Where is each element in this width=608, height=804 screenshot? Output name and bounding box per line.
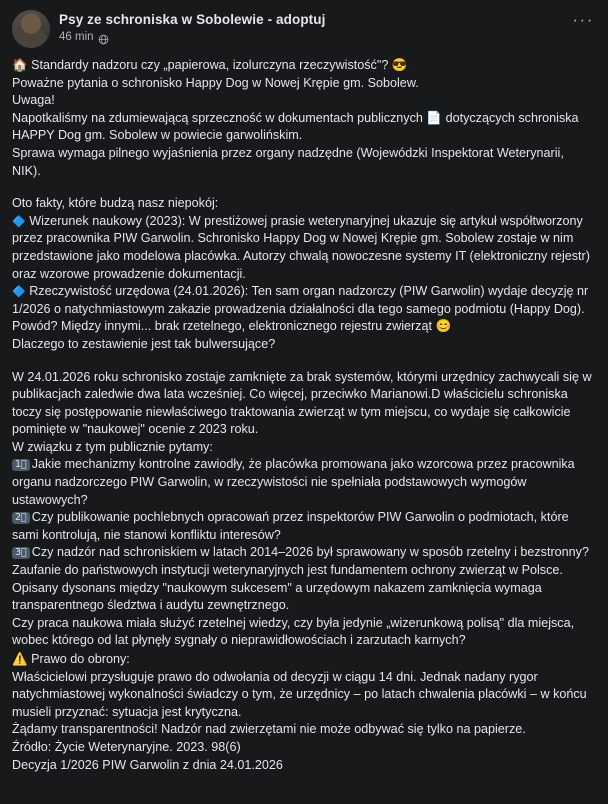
post-paragraph: Uwaga! xyxy=(12,93,55,108)
post-more-options-button[interactable]: ··· xyxy=(572,10,594,29)
number-badge-2: 2⃣ xyxy=(12,512,30,524)
number-badge-3: 3⃣ xyxy=(12,547,30,559)
post-paragraph: Dlaczego to zestawienie jest tak bulwersujące? xyxy=(12,336,276,351)
house-icon: 🏠 xyxy=(12,57,28,72)
paragraph-text: Standardy nadzoru czy „papierowa, izolurczyna rzeczywistość"? 😎 xyxy=(27,58,408,72)
blue-diamond-icon: 🔷 xyxy=(12,285,26,299)
post-body xyxy=(12,56,596,774)
post-meta xyxy=(59,30,564,44)
post-question-item xyxy=(12,509,596,544)
paragraph-text: Rzeczywistość urzędowa (24.01.2026): Ten sam organ nadzorczy (PIW Garwolin) wydaje decyzję nr 1/2026 o natychmiastowym zakazie prowadzenia działalności dla tego samego podmiotu (Happy Dog). xyxy=(12,284,589,316)
paragraph-text: Czy nadzór nad schroniskiem w latach 2014–2026 był sprawowany w sposób rzetelny i bezstronny? xyxy=(31,545,589,560)
post-source-line: Decyzja 1/2026 PIW Garwolin z dnia 24.01.2026 xyxy=(12,757,283,772)
post-header-text xyxy=(59,10,564,44)
post-paragraph: Napotkaliśmy na zdumiewającą sprzeczność w dokumentach publicznych 📄 dotyczących schroniska HAPPY Dog gm. Sobolew w powiecie garwolińskim. xyxy=(12,110,579,143)
paragraph-text: Prawo do obrony: xyxy=(27,652,130,666)
post-paragraph: Czy praca naukowa miała służyć rzetelnej wiedzy, czy była jedynie „wizerunkową polisą" dla miejsca, wobec którego od lat płynęły sygnały o nieprawidłowościach i zarzutach karnych? xyxy=(12,615,575,648)
post-paragraph: Żądamy transparentności! Nadzór nad zwierzętami nie może odbywać się tylko na papierze. xyxy=(12,722,526,737)
post-paragraph: Sprawa wymaga pilnego wyjaśnienia przez organy nadzędne (Wojewódzki Inspektorat Weterynarii, NIK). xyxy=(12,145,564,178)
post-paragraph xyxy=(12,650,596,669)
post-paragraph xyxy=(12,213,596,283)
post-paragraph xyxy=(12,56,596,75)
post-paragraph: Właścicielowi przysługuje prawo do odwołania od decyzji w ciągu 14 dni. Jednak nadany rygor natychmiastowej wykonalności świadczy o tym, że urzędnicy – po latach chwalenia placówki – w końcu musieli przyznać: sytuacja jest krytyczna. xyxy=(12,669,587,719)
paragraph-text: Wizerunek naukowy (2023): W prestiżowej prasie weterynaryjnej ukazuje się artykuł współtworzony przez pracownika PIW Garwolin. Schronisko Happy Dog w Nowej Krępie gm. Sobolew zostaje w nim przedstawione jako modelowa placówka. Autorzy chwalą nowoczesne systemy IT (elektroniczny rejestr) oraz wzorowe prowadzenie dokumentacji. xyxy=(12,213,590,281)
post-paragraph: W 24.01.2026 roku schronisko zostaje zamknięte za brak systemów, którymi urzędnicy zachwycali się w publikacjach zaledwie dwa lata wcześniej. Co więcej, przeciwko Marianowi.D właścicielu schroniska toczy się postępowanie niewłaściwego traktowania zwierząt w tym miejscu, co wydaje się całkowicie pominięte w "naukowej" ocenie z 2023 roku. xyxy=(12,369,592,437)
post-paragraph: Oto fakty, które budzą nasz niepokój: xyxy=(12,196,219,211)
post-paragraph xyxy=(12,283,596,318)
post-question-item xyxy=(12,544,596,562)
post-paragraph: W związku z tym publicznie pytamy: xyxy=(12,439,213,454)
post-paragraph: Poważne pytania o schronisko Happy Dog w Nowej Krępie gm. Sobolew. xyxy=(12,75,419,90)
post-source-line: Źródło: Życie Weterynaryjne. 2023. 98(6) xyxy=(12,739,241,754)
post-timestamp[interactable]: 46 min xyxy=(59,31,94,43)
post-paragraph: Zaufanie do państwowych instytucji weterynaryjnych jest fundamentem ochrony zwierząt w Polsce. Opisany dysonans między "naukowym sukcesem" a urzędowym nakazem zamknięcia wymaga transparentnego śledztwa i audytu zewnętrznego. xyxy=(12,563,563,613)
number-badge-1: 1⃣ xyxy=(12,459,30,471)
paragraph-text: Czy publikowanie pochlebnych opracowań przez inspektorów PIW Garwolin o podmiotach, które sami kontrolują, nie stanowi konfliktu interesów? xyxy=(12,510,569,542)
page-name[interactable]: Psy ze schroniska w Sobolewie - adoptuj xyxy=(59,12,326,27)
post-header xyxy=(12,10,596,48)
avatar[interactable] xyxy=(12,10,50,48)
post-paragraph: Powód? Między innymi... brak rzetelnego, elektronicznego rejestru zwierząt 😊 xyxy=(12,319,452,334)
post-question-item xyxy=(12,456,596,509)
paragraph-spacer xyxy=(12,354,596,369)
paragraph-text: Jakie mechanizmy kontrolne zawiodły, że placówka promowana jako wzorcowa przez pracownika organu nadzorczego PIW Garwolin, w rzeczywistości nie spełniała podstawowych wymogów ustawowych? xyxy=(12,457,575,507)
avatar-image xyxy=(12,10,50,48)
paragraph-spacer xyxy=(12,180,596,195)
warning-icon: ⚠️ xyxy=(12,651,28,666)
globe-icon xyxy=(98,32,109,43)
blue-diamond-icon: 🔷 xyxy=(12,214,26,228)
